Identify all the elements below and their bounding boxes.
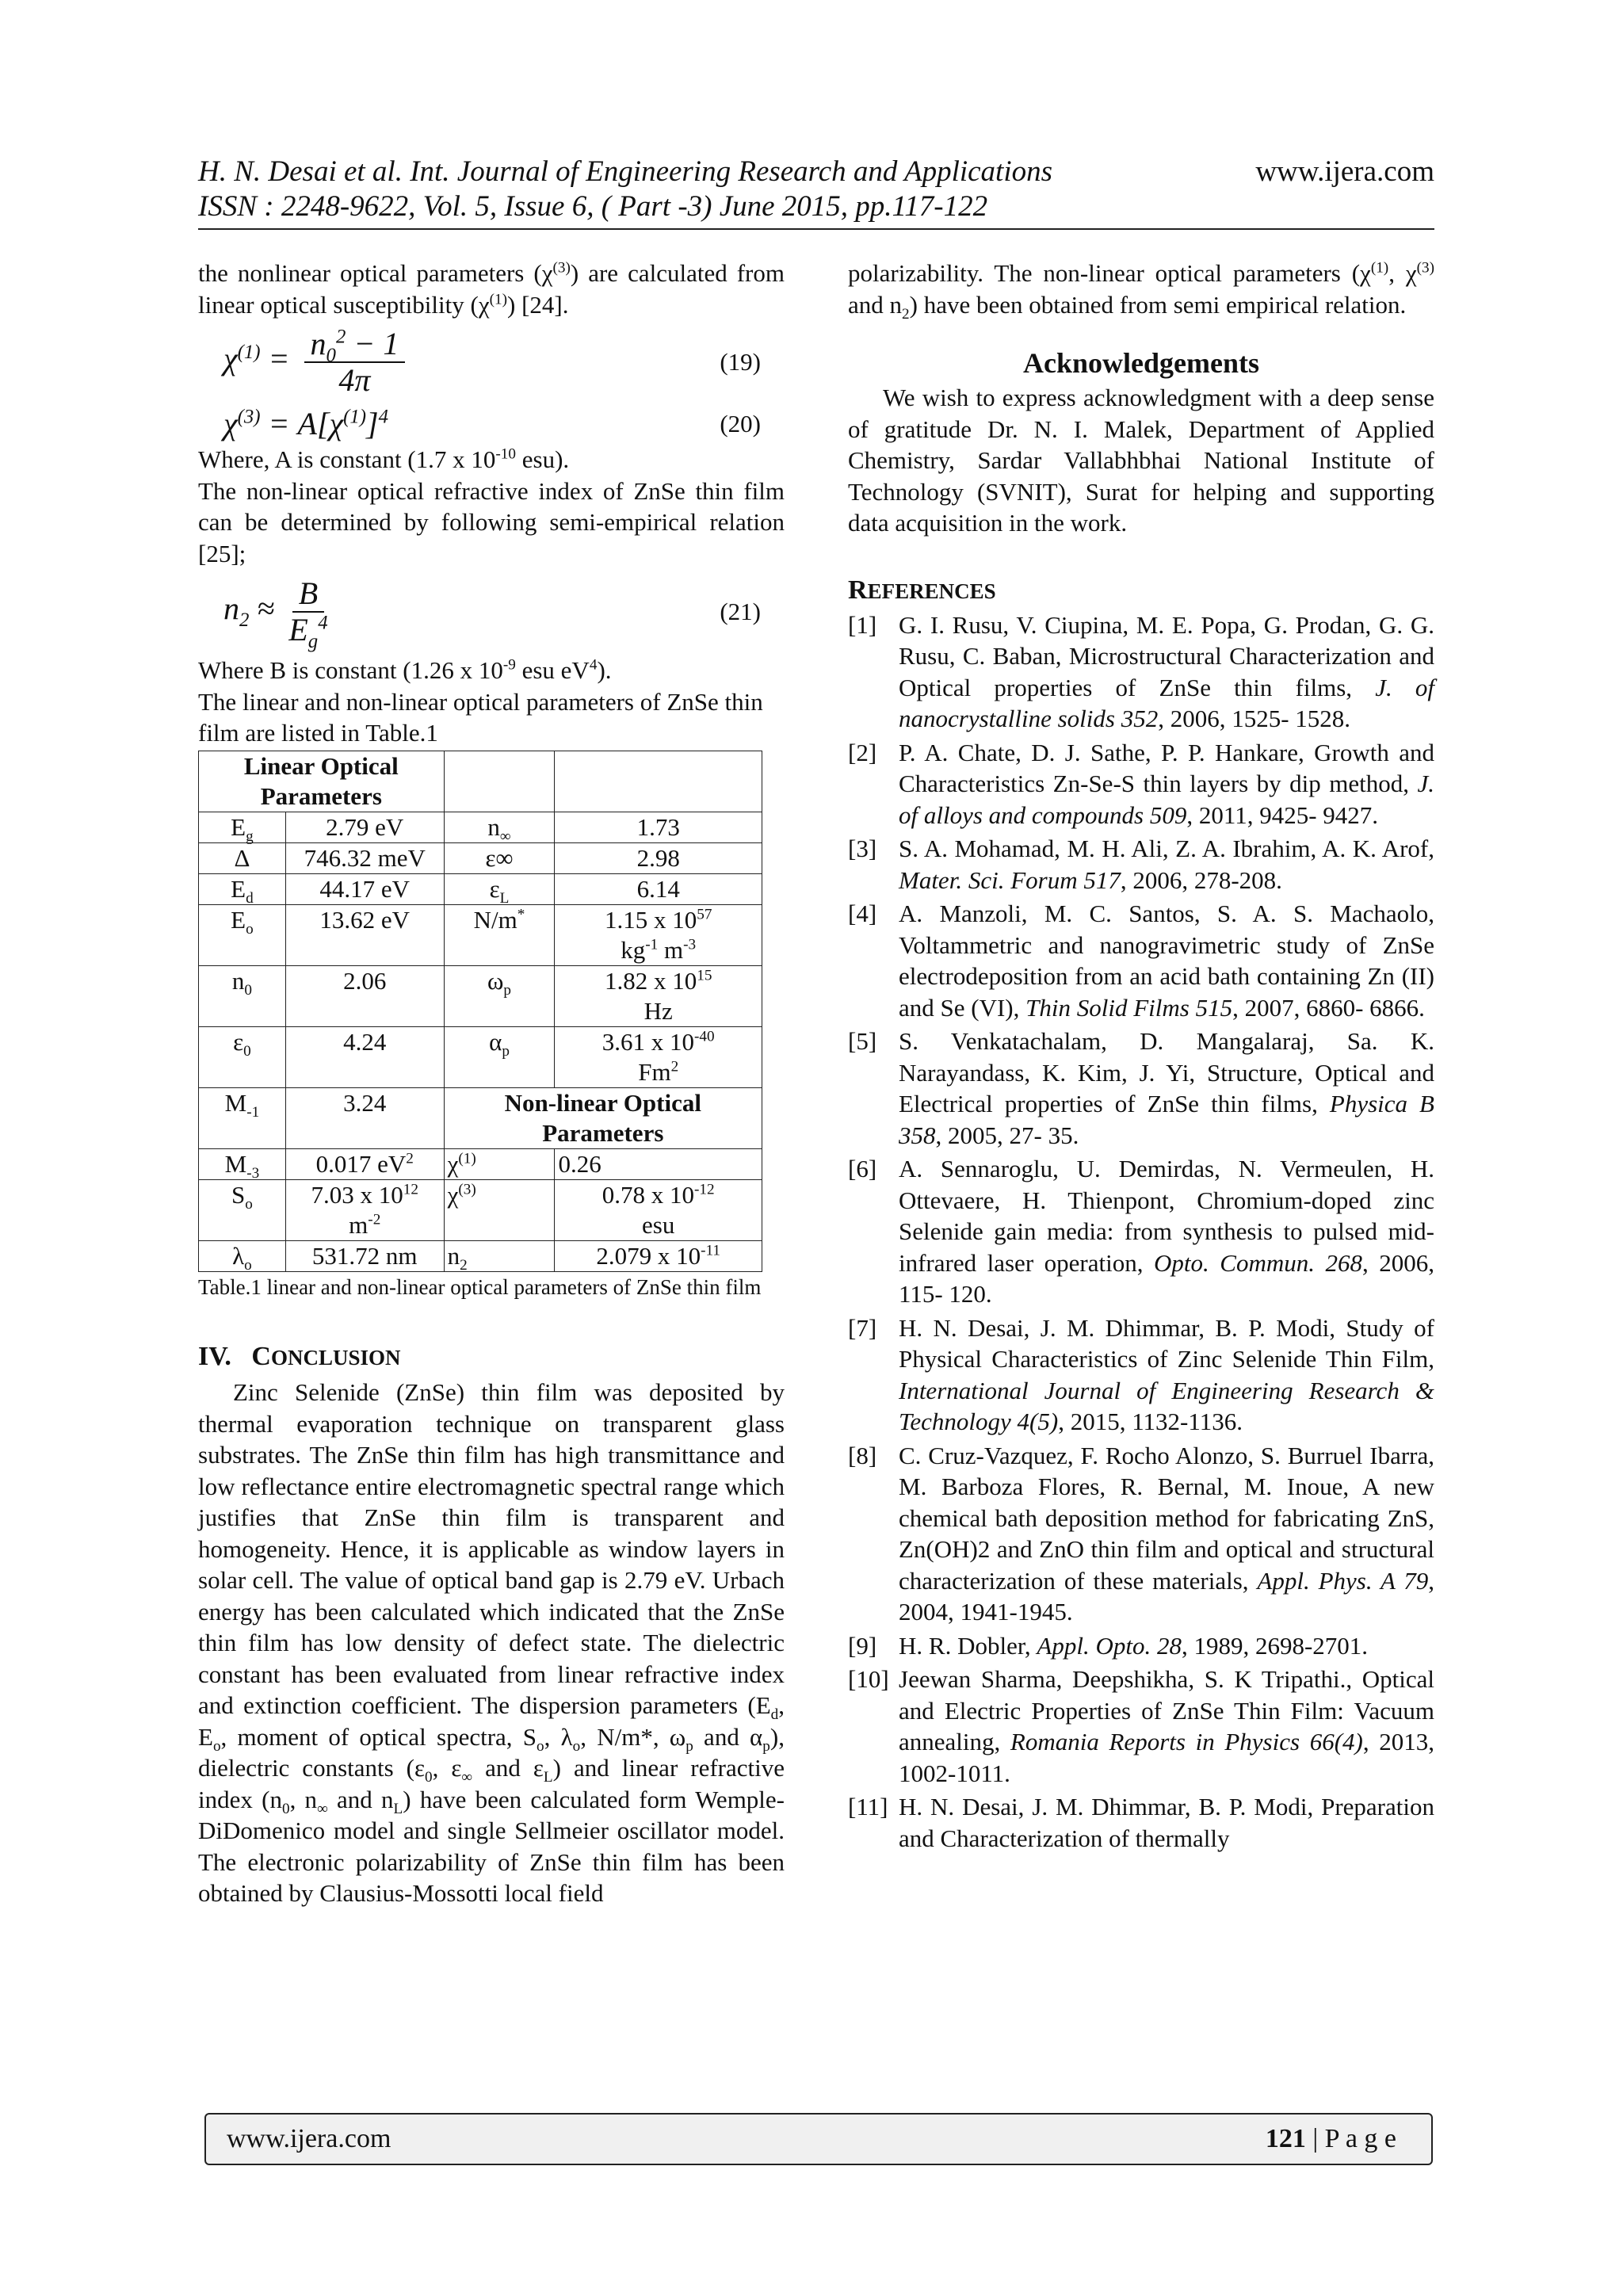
reference-item xyxy=(848,737,1434,831)
header-rule xyxy=(198,228,1434,230)
reference-number: [1] xyxy=(848,610,877,639)
optical-parameters-table xyxy=(198,751,762,1272)
reference-list xyxy=(848,609,1434,1855)
table-row: $\varepsilon_0$ 4.24 $\alpha_p$ 3.61 x $10^{-40}$ Fm$^2$ xyxy=(199,1026,762,1087)
reference-number: [9] xyxy=(848,1631,877,1660)
table-row: $E_g$ 2.79 eV $n_\infty$ 1.73 xyxy=(199,812,762,842)
header-website[interactable]: www.ijera.com xyxy=(1255,155,1434,188)
reference-item xyxy=(848,1791,1434,1854)
table-row: $M_{-1}$ 3.24 Non-linear Optical Parameters xyxy=(199,1087,762,1148)
reference-text: Jeewan Sharma, Deepshikha, S. K Tripathi., Optical and Electric Properties of ZnSe Thin Film: Vacuum annealing, Romania Reports in Physics 66(4), 2013, 1002-1011. xyxy=(899,1665,1434,1787)
reference-text: A. Sennaroglu, U. Demirdas, N. Vermeulen, H. Ottevaere, H. Thienpont, Chromium-doped zinc Selenide gain media: from synthesis to pulsed mid-infrared laser operation, Opto. Commun. 268, 2006, 115- 120. xyxy=(899,1155,1435,1308)
reference-text: P. A. Chate, D. J. Sathe, P. P. Hankare, Growth and Characteristics Zn-Se-S thin layers by dip method, J. of alloys and compounds 509, 2011, 9425- 9427. xyxy=(899,738,1434,829)
issn-line: ISSN : 2248-9622, Vol. 5, Issue 6, ( Part -3) June 2015, pp.117-122 xyxy=(198,190,988,223)
equation-number: (21) xyxy=(720,598,761,626)
polarizability-paragraph: polarizability. The non-linear optical parameters ($\chi^{(1)}$, $\chi^{(3)}$ and $n_2$) have been obtained from semi empirical relation. xyxy=(848,259,1435,323)
equation-number: (20) xyxy=(720,410,761,438)
table-row: $E_d$ 44.17 eV $\varepsilon_L$ 6.14 xyxy=(199,873,762,904)
reference-number: [4] xyxy=(848,900,877,927)
reference-number: [8] xyxy=(848,1441,877,1469)
reference-number: [2] xyxy=(848,738,877,766)
refractive-index-paragraph: The non-linear optical refractive index of ZnSe thin film can be determined by following semi-empirical relation [25]; xyxy=(198,476,785,567)
equation-21: $n_2$ ≈ $\frac{B}{E_g^4}$ (21) xyxy=(198,569,785,655)
reference-text: H. N. Desai, J. M. Dhimmar, B. P. Modi, Preparation and Characterization of thermally xyxy=(899,1793,1434,1852)
page-footer xyxy=(204,2113,1433,2165)
table-header-row xyxy=(199,751,762,812)
conclusion-paragraph: Zinc Selenide (ZnSe) thin film was deposited by thermal evaporation technique on transparent glass substrates. The ZnSe thin film has high transmittance and low reflectance entire electromagnetic spectral range which justifies that ZnSe thin film is transparent and homogeneity. Hence, it is applicable as window layers in solar cell. The value of optical band gap is 2.79 eV. Urbach energy has been calculated which indicated that the ZnSe thin film has low density of defect state. The dielectric constant has been evaluated from linear refractive index and extinction coefficient. The dispersion parameters ($E_d$, $E_o$, moment of optical spectra, $S_o$, $\lambda_o$, N/m*, $\omega_p$ and $\alpha_p$), dielectric constants ($\varepsilon_0$, $\varepsilon_\infty$ and $\varepsilon_L$) and linear refractive index ($n_0$, $n_\infty$ and $n_L$) have been calculated form Wemple-DiDomenico model and single Sellmeier oscillator model. The electronic polarizability of ZnSe thin film has been obtained by Clausius-Mossotti local field xyxy=(198,1378,785,1907)
page-number: 121 | P a g e xyxy=(1265,2124,1396,2153)
reference-number: [7] xyxy=(848,1313,877,1342)
reference-text: A. Manzoli, M. C. Santos, S. A. S. Machaolo, Voltammetric and nanogravimetric study of ZnSe electrodeposition from an acid bath containing Zn (II) and Se (VI), Thin Solid Films 515, 2007, 6860- 6866. xyxy=(899,900,1434,1022)
table-row: Δ 746.32 meV ε∞ 2.98 xyxy=(199,842,762,873)
reference-text: S. Venkatachalam, D. Mangalaraj, Sa. K. Narayandass, K. Kim, J. Yi, Structure, Optical and Electrical properties of ZnSe thin films, Physica B 358, 2005, 27- 35. xyxy=(899,1027,1434,1149)
reference-item xyxy=(848,1312,1434,1438)
reference-text: C. Cruz-Vazquez, F. Rocho Alonzo, S. Burruel Ibarra, M. Barboza Flores, R. Bernal, M. Inoue, A new chemical bath deposition method for fabricating ZnS, Zn(OH)2 and ZnO thin film and optical and structural characterization of these materials, Appl. Phys. A 79, 2004, 1941-1945. xyxy=(899,1441,1434,1626)
reference-number: [5] xyxy=(848,1027,877,1055)
reference-number: [10] xyxy=(848,1665,889,1693)
reference-item xyxy=(848,1026,1434,1151)
reference-text: H. N. Desai, J. M. Dhimmar, B. P. Modi, Study of Physical Characteristics of Zinc Selenide Thin Film, International Journal of Engineering Research & Technology 4(5), 2015, 1132-1136. xyxy=(899,1313,1434,1435)
reference-text: G. I. Rusu, V. Ciupina, M. E. Popa, G. Prodan, G. G. Rusu, C. Baban, Microstructural Characterization and Optical properties of ZnSe thin films, J. of nanocrystalline solids 352, 2006, 1525- 1528. xyxy=(899,610,1434,732)
reference-number: [6] xyxy=(848,1155,877,1182)
reference-item xyxy=(848,1440,1434,1628)
equation-number: (19) xyxy=(720,348,761,376)
nonlinear-header: Non-linear Optical Parameters xyxy=(504,1088,701,1147)
reference-item xyxy=(848,609,1434,735)
table-row: $n_0$ 2.06 $\omega_p$ 1.82 x $10^{15}$ Hz xyxy=(199,965,762,1026)
table-row: $E_o$ 13.62 eV N/m* 1.15 x $10^{57}$ $kg^{-1}$ $m^{-3}$ xyxy=(199,904,762,965)
acknowledgements-paragraph: We wish to express acknowledgment with a deep sense of gratitude Dr. N. I. Malek, Department of Applied Chemistry, Sardar Vallabhbhai National Institute of Technology (SVNIT), Surat for helping and supporting data acquisition in the work. xyxy=(848,384,1434,537)
nonlinear-intro-paragraph: the nonlinear optical parameters $(\chi^{(3)})$ are calculated from linear optical susceptibility $(\chi^{(1)})$ [24]. xyxy=(198,259,785,319)
reference-item xyxy=(848,1664,1434,1789)
reference-text: S. A. Mohamad, M. H. Ali, Z. A. Ibrahim, A. K. Arof, Mater. Sci. Forum 517, 2006, 278-208. xyxy=(899,835,1434,894)
conclusion-heading: IV. CONCLUSION xyxy=(198,1341,401,1371)
table-intro-text: The linear and non-linear optical parameters of ZnSe thin film are listed in Table.1 xyxy=(198,687,763,747)
left-column xyxy=(198,258,785,1909)
reference-item xyxy=(848,898,1434,1023)
reference-number: [11] xyxy=(848,1793,888,1820)
constant-b-text: Where B is constant (1.26 x $10^{-9}$ esu $eV^4$). xyxy=(198,656,612,684)
table-row: $M_{-3}$ 0.017 $eV^2$ $\chi^{(1)}$ 0.26 xyxy=(199,1148,762,1179)
running-header xyxy=(198,155,1434,224)
equation-20: $\chi^{(3)} = A[\chi^{(1)}]^4$ (20) xyxy=(198,404,785,444)
linear-header: Linear Optical Parameters xyxy=(243,751,399,810)
reference-text: H. R. Dobler, Appl. Opto. 28, 1989, 2698-2701. xyxy=(899,1631,1369,1660)
right-column xyxy=(848,258,1434,1856)
equation-19: $\chi^{(1)}$ = $\frac{n_0^2 - 1}{4\pi}$ (19) xyxy=(198,320,785,404)
references-heading: REFERENCES xyxy=(848,575,996,605)
table-row: $\lambda_o$ 531.72 nm $n_2$ 2.079 x $10^{-11}$ xyxy=(199,1240,762,1271)
table-row: $S_o$ 7.03 x $10^{12}$ $m^{-2}$ $\chi^{(3)}$ 0.78 x $10^{-12}$ esu xyxy=(199,1179,762,1240)
table-caption: Table.1 linear and non-linear optical parameters of ZnSe thin film xyxy=(198,1274,762,1299)
reference-item xyxy=(848,1630,1434,1662)
reference-item xyxy=(848,1153,1434,1310)
reference-item xyxy=(848,833,1434,896)
footer-website[interactable]: www.ijera.com xyxy=(227,2124,391,2153)
acknowledgements-heading: Acknowledgements xyxy=(1023,347,1259,379)
constant-a-text: Where, A is constant (1.7 x $10^{-10}$ esu). xyxy=(198,445,570,473)
reference-number: [3] xyxy=(848,835,877,862)
journal-citation: H. N. Desai et al. Int. Journal of Engineering Research and Applications xyxy=(198,155,1053,188)
